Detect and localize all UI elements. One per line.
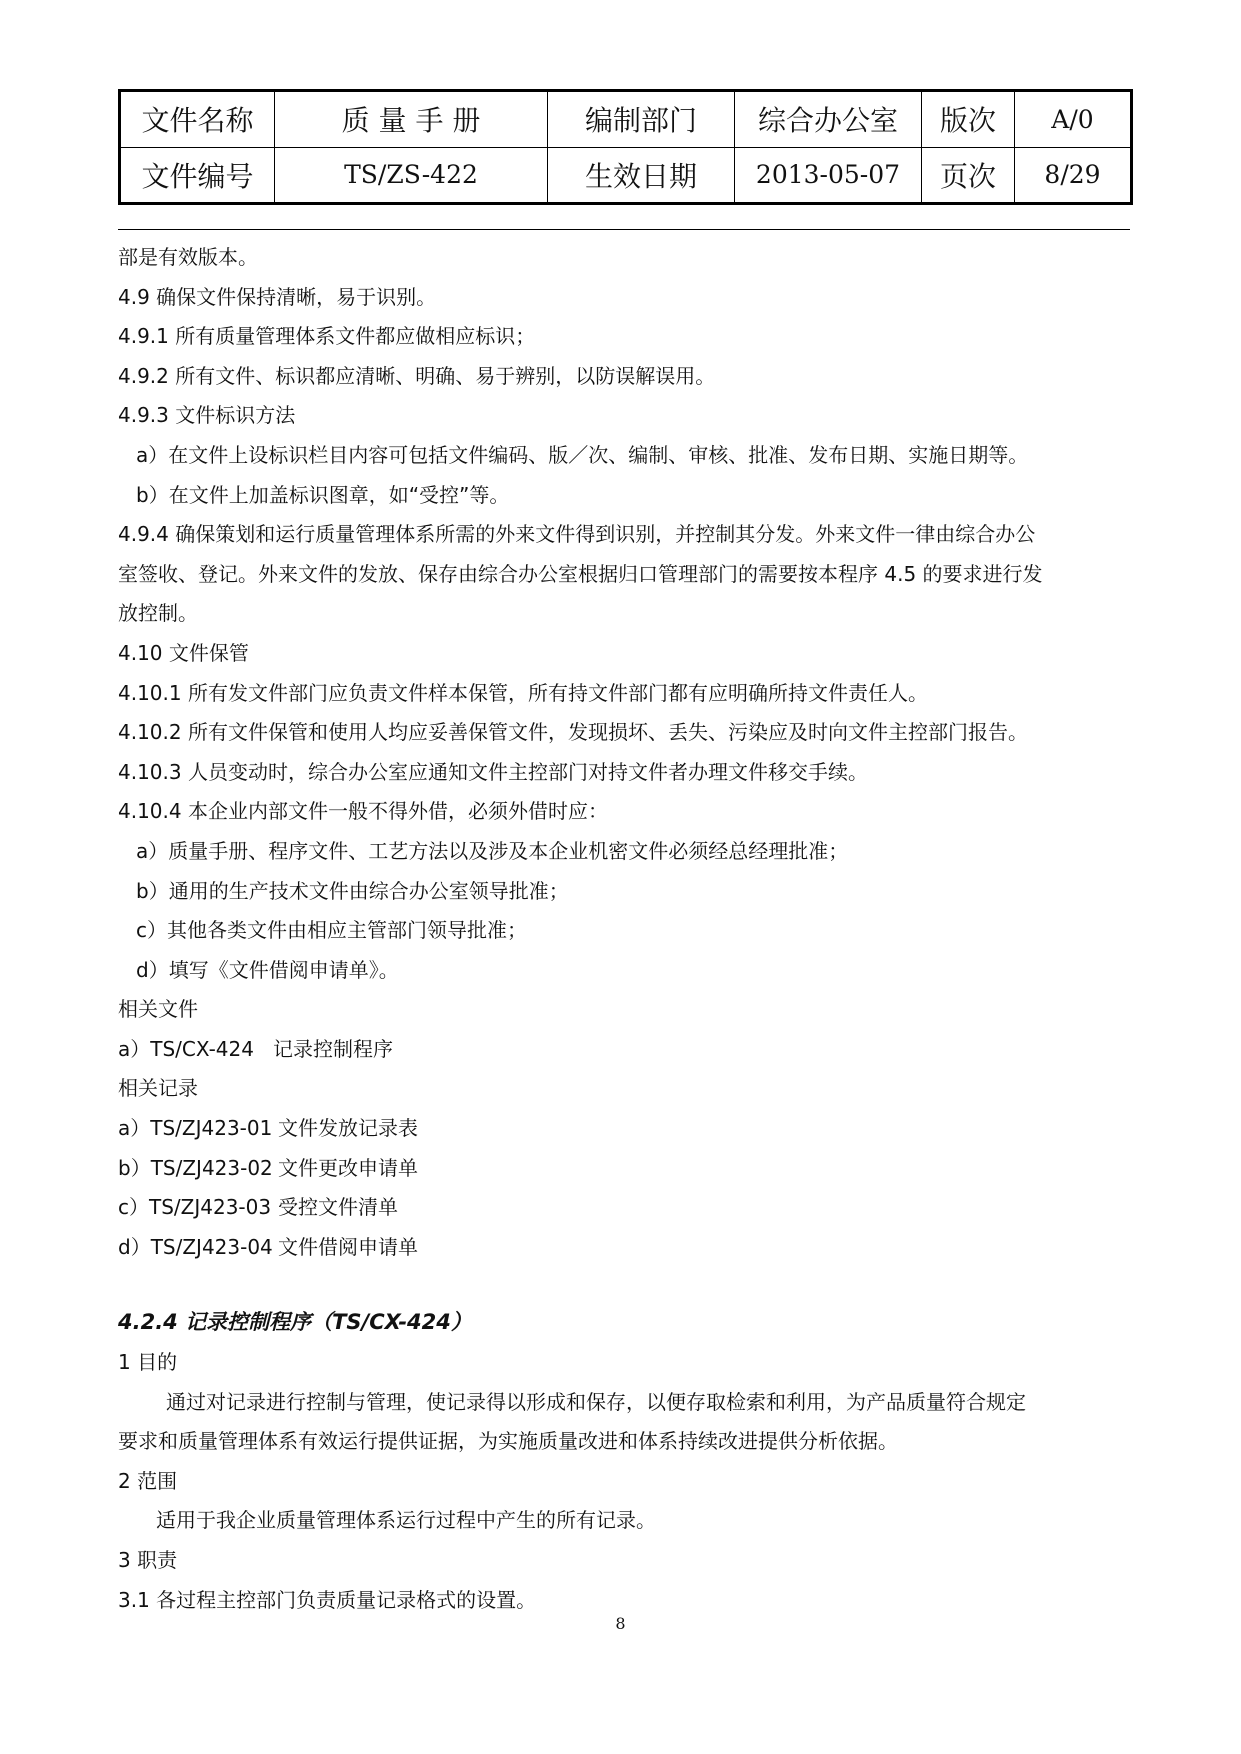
related-record-name: 文件更改申请单 [278, 1155, 418, 1180]
clause-4-9-4: 4.9.4 确保策划和运行质量管理体系所需的外来文件得到识别，并控制其分发。外来文件一律由综合办公 [118, 522, 1036, 547]
related-record-name: 受控文件清单 [278, 1195, 398, 1220]
document-body [118, 238, 1130, 1620]
related-record-item [118, 1149, 1130, 1189]
related-file-item [118, 1030, 1130, 1070]
section-gap [118, 1267, 1130, 1303]
label-page: 页次 [922, 147, 1015, 204]
clause-4-9-3: 4.9.3 文件标识方法 [118, 403, 296, 428]
related-record-code: a）TS/ZJ423-01 [118, 1116, 273, 1141]
clause-4-10: 4.10 文件保管 [118, 640, 249, 665]
related-record-item [118, 1228, 1130, 1268]
list-item: c）其他各类文件由相应主管部门领导批准； [136, 918, 527, 943]
clause-4-9-1: 4.9.1 所有质量管理体系文件都应做相应标识； [118, 324, 536, 349]
paragraph-line: 通过对记录进行控制与管理，使记录得以形成和保存，以便存取检索和利用，为产品质量符合规定 [166, 1389, 1026, 1414]
section-1-title: 1 目的 [118, 1350, 178, 1375]
value-dept: 综合办公室 [735, 91, 922, 148]
clause-4-10-3: 4.10.3 人员变动时，综合办公室应通知文件主控部门对持文件者办理文件移交手续。 [118, 759, 868, 784]
value-version: A/0 [1015, 91, 1132, 148]
value-file-number: TS/ZS-422 [275, 147, 548, 204]
label-effective-date: 生效日期 [548, 147, 735, 204]
list-item: a）质量手册、程序文件、工艺方法以及涉及本企业机密文件必须经总经理批准； [136, 838, 849, 863]
header-divider [118, 229, 1130, 230]
clause-4-10-4: 4.10.4 本企业内部文件一般不得外借，必须外借时应： [118, 799, 608, 824]
text-line: 放控制。 [118, 601, 198, 626]
related-record-item [118, 1188, 1130, 1228]
clause-3-1: 3.1 各过程主控部门负责质量记录格式的设置。 [118, 1587, 537, 1612]
document-header-table [118, 89, 1133, 205]
related-record-name: 文件发放记录表 [278, 1116, 418, 1141]
clause-4-9: 4.9 确保文件保持清晰，易于识别。 [118, 284, 437, 309]
paragraph-line: 适用于我企业质量管理体系运行过程中产生的所有记录。 [156, 1508, 656, 1533]
related-record-item [118, 1109, 1130, 1149]
related-files-title: 相关文件 [118, 997, 198, 1022]
list-item: b）通用的生产技术文件由综合办公室领导批准； [136, 878, 569, 903]
clause-4-9-2: 4.9.2 所有文件、标识都应清晰、明确、易于辨别，以防误解误用。 [118, 363, 716, 388]
header-row-2 [120, 147, 1132, 204]
related-record-code: b）TS/ZJ423-02 [118, 1155, 273, 1180]
clause-4-10-1: 4.10.1 所有发文件部门应负责文件样本保管，所有持文件部门都有应明确所持文件责任人。 [118, 680, 928, 705]
section-heading: 4.2.4 记录控制程序（TS/CX-424） [118, 1310, 472, 1335]
header-row-1 [120, 91, 1132, 148]
list-item: b）在文件上加盖标识图章，如“受控”等。 [136, 482, 510, 507]
related-record-code: d）TS/ZJ423-04 [118, 1234, 273, 1259]
section-3-title: 3 职责 [118, 1548, 178, 1572]
label-file-name: 文件名称 [120, 91, 275, 148]
text-line: 室签收、登记。外来文件的发放、保存由综合办公室根据归口管理部门的需要按本程序 4.5 的要求进行发 [118, 561, 1043, 586]
related-file-name: 记录控制程序 [273, 1036, 393, 1061]
list-item: a）在文件上设标识栏目内容可包括文件编码、版／次、编制、审核、批准、发布日期、实施日期等。 [136, 442, 1029, 467]
paragraph-line: 要求和质量管理体系有效运行提供证据，为实施质量改进和体系持续改进提供分析依据。 [118, 1429, 898, 1454]
text-line: 部是有效版本。 [118, 245, 258, 269]
related-file-code: a）TS/CX-424 [118, 1036, 254, 1061]
list-item: d）填写《文件借阅申请单》。 [136, 957, 399, 982]
related-records-title: 相关记录 [118, 1076, 198, 1101]
value-page: 8/29 [1015, 147, 1132, 204]
clause-4-10-2: 4.10.2 所有文件保管和使用人均应妥善保管文件，发现损坏、丢失、污染应及时向文件主控部门报告。 [118, 720, 1028, 745]
label-dept: 编制部门 [548, 91, 735, 148]
related-record-code: c）TS/ZJ423-03 [118, 1195, 272, 1220]
value-effective-date: 2013-05-07 [735, 147, 922, 204]
section-2-title: 2 范围 [118, 1468, 178, 1493]
label-version: 版次 [922, 91, 1015, 148]
label-file-number: 文件编号 [120, 147, 275, 204]
value-file-name: 质 量 手 册 [275, 91, 548, 148]
page-number: 8 [615, 1614, 626, 1633]
related-record-name: 文件借阅申请单 [278, 1234, 418, 1259]
